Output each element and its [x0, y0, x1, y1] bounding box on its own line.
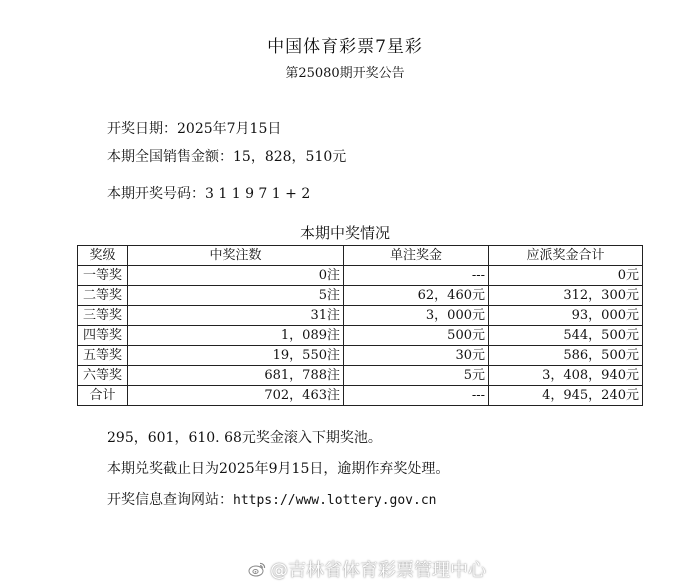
row-unit-prize: 500元	[344, 326, 489, 346]
row-level: 一等奖	[78, 266, 128, 286]
jackpot-rollover: 295，601，610. 68元奖金滚入下期奖池。	[107, 430, 382, 446]
row-total-prize: 312，300元	[489, 286, 643, 306]
row-total-prize: 4，945，240元	[489, 386, 643, 406]
table-row	[78, 366, 643, 386]
header-unit-prize: 单注奖金	[344, 246, 489, 266]
row-count: 1，089注	[128, 326, 344, 346]
weibo-icon	[248, 561, 266, 577]
sales-amount: 本期全国销售金额：15，828，510元	[107, 149, 347, 165]
header-total-prize: 应派奖金合计	[489, 246, 643, 266]
row-level: 四等奖	[78, 326, 128, 346]
row-level: 五等奖	[78, 346, 128, 366]
table-row-total	[78, 386, 643, 406]
table-row	[78, 326, 643, 346]
table-row	[78, 286, 643, 306]
header-level: 奖级	[78, 246, 128, 266]
prize-section-title: 本期中奖情况	[299, 224, 390, 242]
row-unit-prize: ---	[344, 386, 489, 406]
table-header-row	[78, 246, 643, 266]
row-count: 19，550注	[128, 346, 344, 366]
page-title: 中国体育彩票7星彩	[267, 37, 423, 57]
website-label: 开奖信息查询网站：	[107, 492, 233, 508]
issue-subtitle: 第25080期开奖公告	[285, 66, 405, 81]
row-total-prize: 93，000元	[489, 306, 643, 326]
website-link[interactable]: https://www.lottery.gov.cn	[233, 493, 437, 508]
draw-date: 开奖日期：2025年7月15日	[107, 121, 282, 137]
row-total-prize: 544，500元	[489, 326, 643, 346]
row-count: 702，463注	[128, 386, 344, 406]
row-total-prize: 586，500元	[489, 346, 643, 366]
row-total-prize: 3，408，940元	[489, 366, 643, 386]
row-count: 0注	[128, 266, 344, 286]
row-unit-prize: 5元	[344, 366, 489, 386]
row-unit-prize: 30元	[344, 346, 489, 366]
table-row	[78, 346, 643, 366]
row-unit-prize: 3，000元	[344, 306, 489, 326]
watermark-text: @吉林省体育彩票管理中心	[270, 560, 486, 581]
winning-numbers: 本期开奖号码：3 1 1 9 7 1 + 2	[107, 186, 311, 202]
row-count: 681，788注	[128, 366, 344, 386]
row-total-prize: 0元	[489, 266, 643, 286]
claim-deadline: 本期兑奖截止日为2025年9月15日，逾期作弃奖处理。	[107, 461, 450, 477]
row-level: 三等奖	[78, 306, 128, 326]
row-unit-prize: 62，460元	[344, 286, 489, 306]
row-level: 六等奖	[78, 366, 128, 386]
row-level: 合计	[78, 386, 128, 406]
prize-table	[77, 245, 643, 406]
info-website	[107, 489, 437, 509]
watermark	[248, 556, 486, 582]
table-row	[78, 306, 643, 326]
row-count: 5注	[128, 286, 344, 306]
table-row	[78, 266, 643, 286]
header-count: 中奖注数	[128, 246, 344, 266]
row-level: 二等奖	[78, 286, 128, 306]
row-count: 31注	[128, 306, 344, 326]
row-unit-prize: ---	[344, 266, 489, 286]
